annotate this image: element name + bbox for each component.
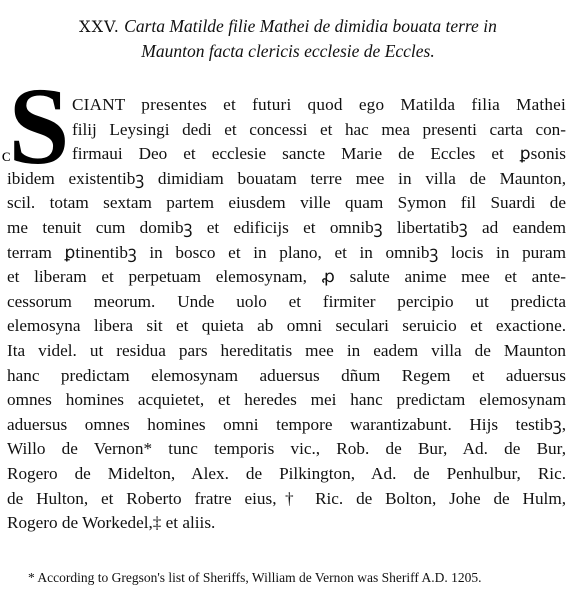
drop-cap-letter: S (8, 65, 70, 187)
charter-line: firmaui Deo et ecclesie sancte Marie de Eccles et ꝑsonis (72, 144, 566, 164)
charter-line: scil. totam sextam partem eiusdem ville quam Symon fil Suardi de (7, 193, 566, 213)
charter-line: terram ꝑtinentibꝫ in bosco et in plano, et in omnibꝫ locis in puram (7, 242, 566, 262)
footnote: * According to Gregson's list of Sheriffs, William de Vernon was Sheriff A.D. 1205. (28, 570, 482, 585)
charter-title-line-2: Maunton facta clericis ecclesie de Eccles. (141, 41, 435, 61)
charter-line: Rogero de Midelton, Alex. de Pilkington, Ad. de Penhulbur, Ric. (7, 464, 566, 483)
charter-line: aduersus omnes homines omni tempore warantizabunt. Hijs testibꝫ, (7, 414, 566, 434)
charter-line: cessorum meorum. Unde uolo et firmiter percipio ut predicta (7, 291, 566, 311)
charter-title-line-1: Carta Matilde filie Mathei de dimidia bouata terre in (124, 16, 497, 36)
charter-line: ibidem existentibꝫ dimidiam bouatam terre mee in villa de Maunton, (7, 168, 566, 188)
charter-line: de Hulton, et Roberto fratre eius,† Ric. de Bolton, Johe de Hulm, (7, 488, 566, 508)
charter-line: me tenuit cum domibꝫ et edificijs et omnibꝫ libertatibꝫ ad eandem (7, 218, 566, 237)
charter-line: hanc predictam elemosynam aduersus dñum Regem et aduersus (7, 365, 566, 385)
charter-line: Willo de Vernon* tunc temporis vic., Rob. de Bur, Ad. de Bur, (7, 439, 566, 459)
charter-number: XXV. (79, 17, 120, 36)
drop-cap-flourish: ᴄ (2, 145, 11, 165)
charter-line: et liberam et perpetuam elemosynam, ꝓ salute anime mee et ante- (7, 267, 566, 287)
charter-line: Rogero de Workedel,‡ et aliis. (7, 513, 216, 533)
charter-line: elemosyna libera sit et quieta ab omni seculari seruicio et exactione. (7, 316, 566, 336)
charter-line: Ita videl. ut residua pars hereditatis mee in eadem villa de Maunton (7, 341, 566, 360)
charter-line: CIANT presentes et futuri quod ego Matilda filia Mathei (72, 95, 566, 114)
charter-line: filij Leysingi dedi et concessi et hac mea presenti carta con- (72, 119, 566, 139)
charter-line: omnes homines acquietet, et heredes mei hanc predictam elemosynam (7, 390, 566, 410)
charter-heading (8, 14, 568, 64)
